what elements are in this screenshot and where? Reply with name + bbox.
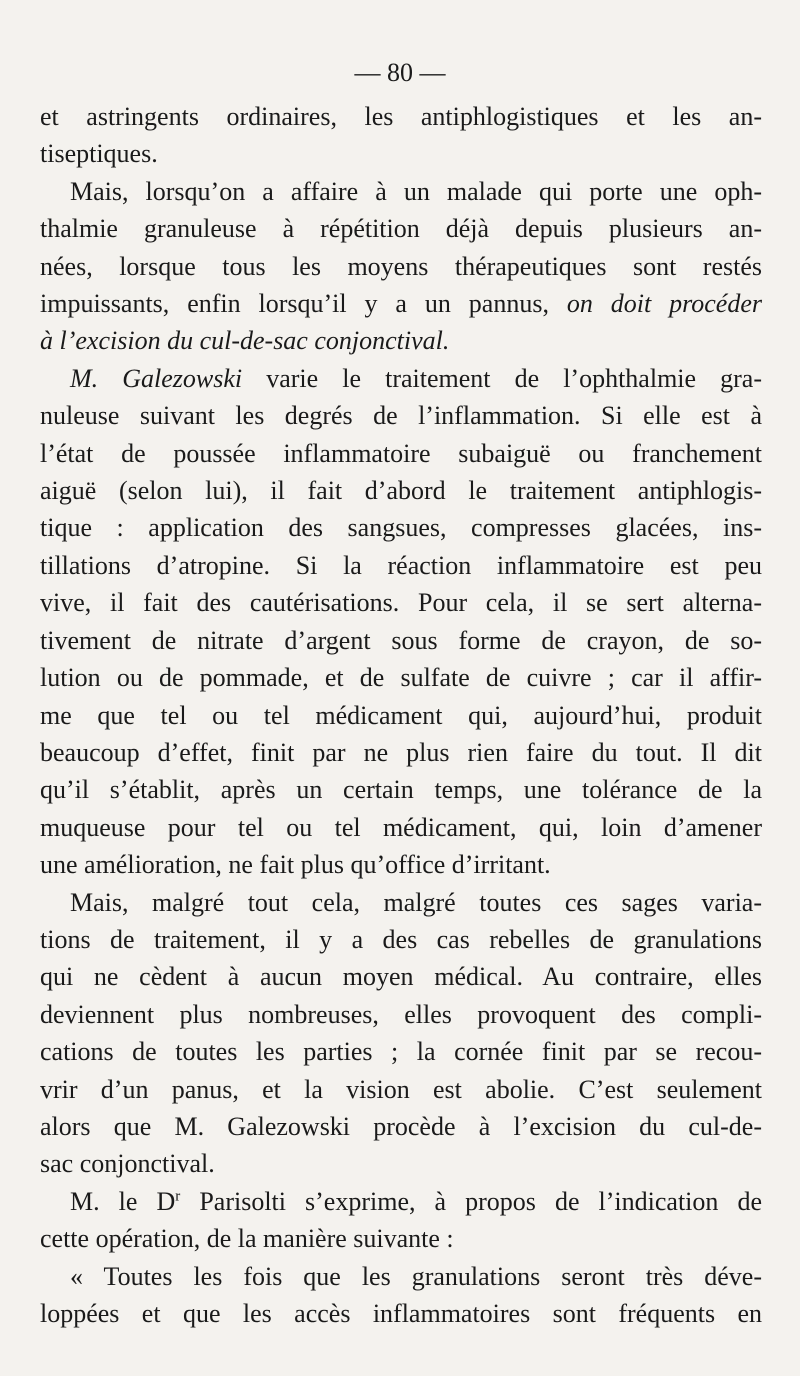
text-segment: impuissants, enfin lorsqu’il y a un pannus,: [40, 289, 567, 319]
text-line: nées, lorsque tous les moyens thérapeutiques sont restés: [40, 251, 762, 281]
text-line-mixed: [40, 360, 762, 397]
paragraph-5: [40, 1183, 762, 1258]
text-line: qui ne cèdent à aucun moyen médical. Au contraire, elles: [40, 962, 762, 992]
text-line: vive, il fait des cautérisations. Pour cela, il se sert alterna-: [40, 588, 762, 618]
text-line: tions de traitement, il y a des cas rebelles de granulations: [40, 924, 762, 954]
text-line: tillations d’atropine. Si la réaction inflammatoire est peu: [40, 550, 762, 580]
text-line: sac conjonctival.: [40, 1149, 215, 1179]
text-line-mixed: [40, 1183, 762, 1220]
text-line: thalmie granuleuse à répétition déjà depuis plusieurs an-: [40, 214, 762, 244]
text-line: tique : application des sangsues, compresses glacées, ins-: [40, 513, 762, 543]
text-line: cette opération, de la manière suivante :: [40, 1224, 454, 1254]
italic-phrase: on doit procéder: [566, 289, 763, 319]
text-line: Mais, lorsqu’on a affaire à un malade qui porte une oph-: [70, 176, 762, 206]
text-line: tivement de nitrate d’argent sous forme de crayon, de so-: [40, 625, 762, 655]
paragraph-1: [40, 98, 762, 173]
text-line: beaucoup d’effet, finit par ne plus rien faire du tout. Il dit: [40, 737, 762, 767]
page-number: — 80 —: [354, 58, 446, 87]
text-line: aiguë (selon lui), il fait d’abord le traitement antiphlogis-: [40, 476, 762, 506]
text-line: qu’il s’établit, après un certain temps, une tolérance de la: [40, 775, 762, 805]
text-line: cations de toutes les parties ; la cornée finit par se recou-: [40, 1037, 762, 1067]
text-segment: varie le traitement de l’ophthalmie gra-: [242, 363, 762, 393]
text-segment: Parisolti s’exprime, à propos de l’indication de: [180, 1186, 762, 1216]
paragraph-3: [40, 360, 762, 884]
text-line: tiseptiques.: [40, 139, 158, 169]
text-line: l’état de poussée inflammatoire subaiguë ou franchement: [40, 438, 762, 468]
text-segment: M. le D: [70, 1186, 176, 1216]
text-line: nuleuse suivant les degrés de l’inflammation. Si elle est à: [40, 401, 762, 431]
text-line: Mais, malgré tout cela, malgré toutes ces sages varia-: [70, 887, 762, 917]
paragraph-6: [40, 1258, 762, 1333]
document-body: [40, 52, 762, 1332]
paragraph-4: [40, 884, 762, 1183]
text-line: une amélioration, ne fait plus qu’office d’irritant.: [40, 850, 551, 880]
text-line: vrir d’un panus, et la vision est abolie. C’est seulement: [40, 1074, 762, 1104]
text-line: et astringents ordinaires, les antiphlogistiques et les an-: [40, 102, 762, 131]
text-line: « Toutes les fois que les granulations seront très déve-: [70, 1261, 762, 1291]
author-name: M. Galezowski: [70, 363, 243, 393]
text-line: alors que M. Galezowski procède à l’excision du cul-de-: [40, 1111, 762, 1141]
text-line: deviennent plus nombreuses, elles provoquent des compli-: [40, 999, 762, 1029]
text-line-mixed: [40, 285, 762, 322]
text-line: muqueuse pour tel ou tel médicament, qui, loin d’amener: [40, 812, 762, 842]
text-line: me que tel ou tel médicament qui, aujourd’hui, produit: [40, 700, 762, 730]
paragraph-2: [40, 173, 762, 360]
superscript: r: [175, 1188, 181, 1205]
text-line: loppées et que les accès inflammatoires sont fréquents en: [40, 1299, 762, 1328]
text-line: lution ou de pommade, et de sulfate de cuivre ; car il affir-: [40, 663, 762, 693]
italic-line: à l’excision du cul-de-sac conjonctival.: [40, 326, 450, 356]
